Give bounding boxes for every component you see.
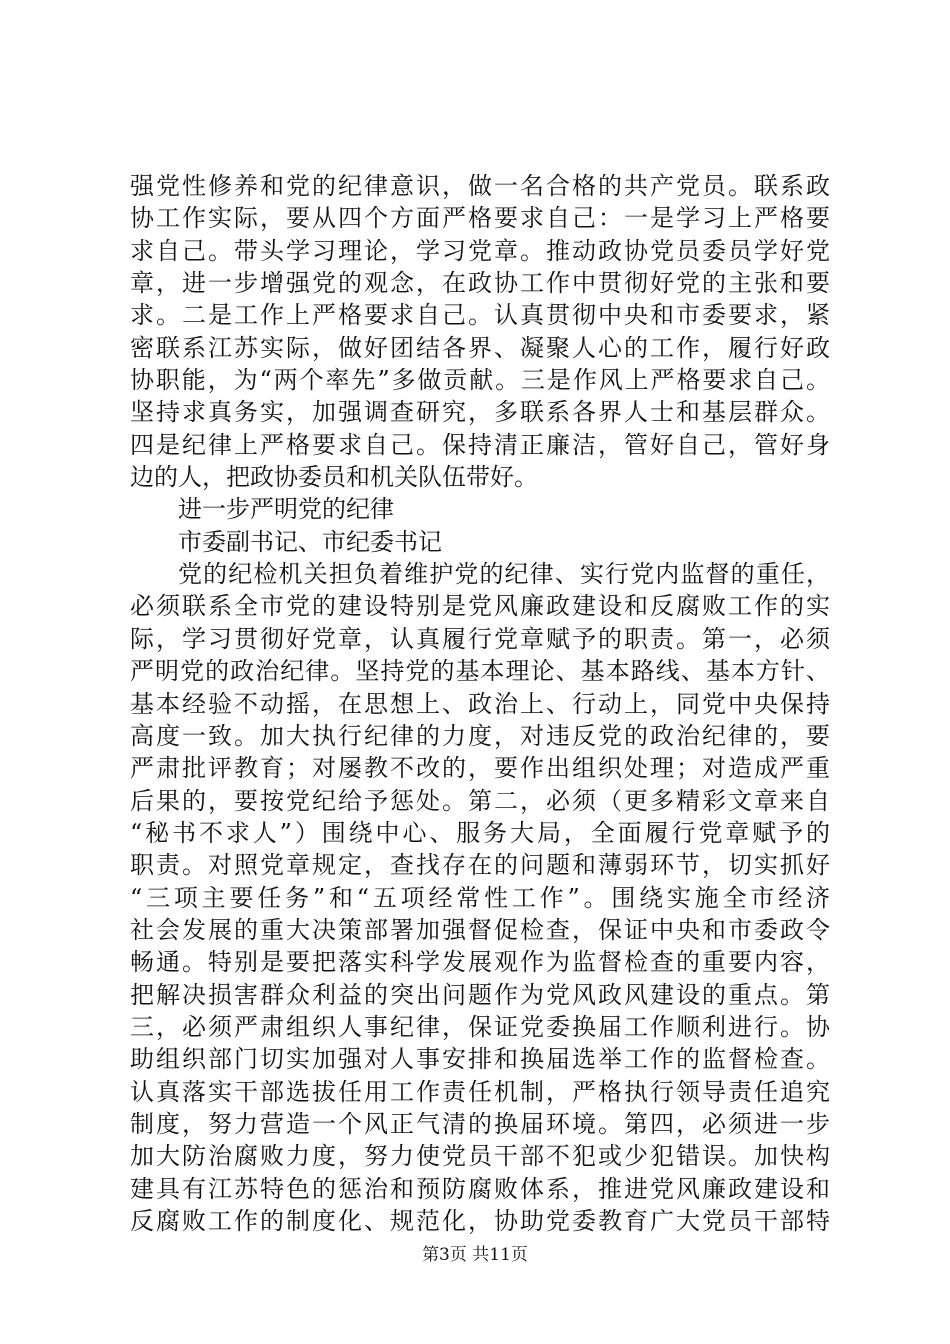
text-line: 边的人，把政协委员和机关队伍带好。 [130,463,538,492]
text-line: 党的纪检机关担负着维护党的纪律、实行党内监督的重任， [178,560,830,589]
text-line: “秘书不求人”）围绕中心、服务大局，全面履行党章赋予的 [130,818,830,847]
text-line: 协工作实际，要从四个方面严格要求自己：一是学习上严格要 [130,204,830,233]
text-line: 求自己。带头学习理论，学习党章。推动政协党员委员学好党 [130,236,830,265]
text-line: 际，学习贯彻好党章，认真履行党章赋予的职责。第一，必须 [130,624,830,653]
text-line: 强党性修养和党的纪律意识，做一名合格的共产党员。联系政 [130,172,830,200]
text-line: 反腐败工作的制度化、规范化，协助党委教育广大党员干部特 [130,1207,830,1235]
text-line: 求。二是工作上严格要求自己。认真贯彻中央和市委要求，紧 [130,301,830,330]
text-line: 畅通。特别是要把落实科学发展观作为监督检查的重要内容， [130,948,830,977]
text-line: 三，必须严肃组织人事纪律，保证党委换届工作顺利进行。协 [130,1012,830,1041]
text-line: 把解决损害群众利益的突出问题作为党风政风建设的重点。第 [130,980,830,1009]
text-line: 严明党的政治纪律。坚持党的基本理论、基本路线、基本方针、 [130,657,830,686]
body-text [130,170,830,1237]
text-line: 四是纪律上严格要求自己。保持清正廉洁，管好自己，管好身 [130,430,830,459]
text-line: 高度一致。加大执行纪律的力度，对违反党的政治纪律的，要 [130,721,830,750]
author-line: 市委副书记、市纪委书记 [178,527,442,556]
text-line: 章，进一步增强党的观念，在政协工作中贯彻好党的主张和要 [130,269,830,298]
text-line: 必须联系全市党的建设特别是党风廉政建设和反腐败工作的实 [130,592,830,621]
text-line: 严肃批评教育；对屡教不改的，要作出组织处理；对造成严重 [130,754,830,783]
text-line: 加大防治腐败力度，努力使党员干部不犯或少犯错误。加快构 [130,1142,830,1171]
text-line: 职责。对照党章规定，查找存在的问题和薄弱环节，切实抓好 [130,851,830,880]
page-number: 第3页 共11页 [422,1245,528,1265]
page-footer [0,1243,950,1267]
text-line: 坚持求真务实，加强调查研究，多联系各界人士和基层群众。 [130,398,830,427]
text-line: 基本经验不动摇，在思想上、政治上、行动上，同党中央保持 [130,689,830,718]
section-heading: 进一步严明党的纪律 [178,495,394,524]
text-line: 社会发展的重大决策部署加强督促检查，保证中央和市委政令 [130,915,830,944]
text-line: 助组织部门切实加强对人事安排和换届选举工作的监督检查。 [130,1045,830,1074]
text-line: “三项主要任务”和“五项经常性工作”。围绕实施全市经济 [130,883,830,912]
text-line: 制度，努力营造一个风正气清的换届环境。第四，必须进一步 [130,1109,830,1138]
text-line: 建具有江苏特色的惩治和预防腐败体系，推进党风廉政建设和 [130,1174,830,1203]
text-line: 认真落实干部选拔任用工作责任机制，严格执行领导责任追究 [130,1077,830,1106]
text-line: 密联系江苏实际，做好团结各界、凝聚人心的工作，履行好政 [130,333,830,362]
text-line: 协职能，为“两个率先”多做贡献。三是作风上严格要求自己。 [130,366,830,395]
text-line: 后果的，要按党纪给予惩处。第二，必须（更多精彩文章来自 [130,786,830,815]
